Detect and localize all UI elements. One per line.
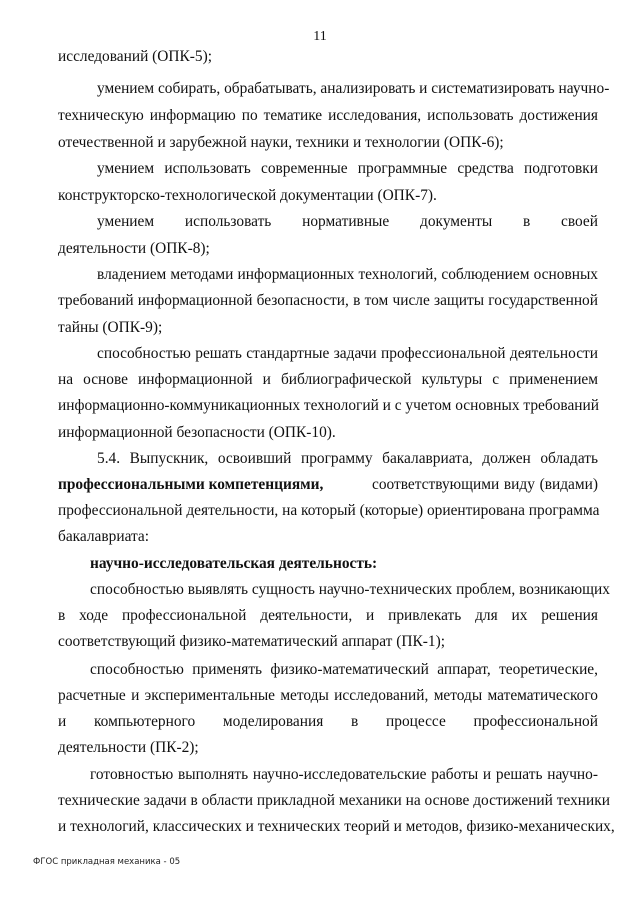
page-number: 11 xyxy=(313,29,327,44)
text-line: 5.4. Выпускник, освоивший программу бакалавриата, должен обладать xyxy=(97,450,598,467)
text-line: профессиональной деятельности, на который (которые) ориентирована программа xyxy=(58,502,600,519)
section-heading: научно-исследовательская деятельность: xyxy=(90,555,378,572)
text-line: готовностью выполнять научно-исследовательские работы и решать научно- xyxy=(90,766,598,783)
text-line: информационно-коммуникационных технологий и с учетом основных требований xyxy=(58,397,600,414)
text-line: бакалавриата: xyxy=(58,528,150,545)
text-line: и технологий, классических и технических теорий и методов, физико-механических, xyxy=(58,818,615,835)
text-line: отечественной и зарубежной науки, техники и технологии (ОПК-6); xyxy=(58,134,504,151)
bold-term: профессиональными компетенциями, xyxy=(58,476,324,493)
text-line: умением использовать современные программные средства подготовки xyxy=(97,160,598,177)
text-line: конструкторско-технологической документации (ОПК-7). xyxy=(58,187,437,204)
text-line: владением методами информационных технологий, соблюдением основных xyxy=(97,266,598,283)
text-line: умением использовать нормативные документы в своей xyxy=(97,213,598,230)
text-line: соответствующими виду (видами) xyxy=(372,476,598,493)
text-line: требований информационной безопасности, в том числе защиты государственной xyxy=(58,292,598,309)
text-line: умением собирать, обрабатывать, анализировать и систематизировать научно- xyxy=(97,80,610,97)
text-line: соответствующий физико-математический аппарат (ПК-1); xyxy=(58,633,445,650)
text-line: в ходе профессиональной деятельности, и привлекать для их решения xyxy=(58,607,598,624)
text-line: тайны (ОПК-9); xyxy=(58,319,163,336)
text-line: техническую информацию по тематике исследования, использовать достижения xyxy=(58,107,598,124)
text-line: способностью решать стандартные задачи профессиональной деятельности xyxy=(97,345,598,362)
text-line: исследований (ОПК-5); xyxy=(58,48,213,65)
text-line: способностью выявлять сущность научно-технических проблем, возникающих xyxy=(90,581,610,598)
page-footer: ФГОС прикладная механика - 05 xyxy=(33,857,181,867)
text-line: на основе информационной и библиографической культуры с применением xyxy=(58,371,598,388)
text-line: способностью применять физико-математический аппарат, теоретические, xyxy=(90,661,598,678)
text-line: деятельности (ОПК-8); xyxy=(58,240,210,257)
text-line: и компьютерного моделирования в процессе профессиональной xyxy=(58,713,598,730)
text-line: информационной безопасности (ОПК-10). xyxy=(58,424,336,441)
text-line: технические задачи в области прикладной механики на основе достижений техники xyxy=(58,792,610,809)
text-line: деятельности (ПК-2); xyxy=(58,739,199,756)
text-line: расчетные и экспериментальные методы исследований, методы математического xyxy=(58,687,598,704)
